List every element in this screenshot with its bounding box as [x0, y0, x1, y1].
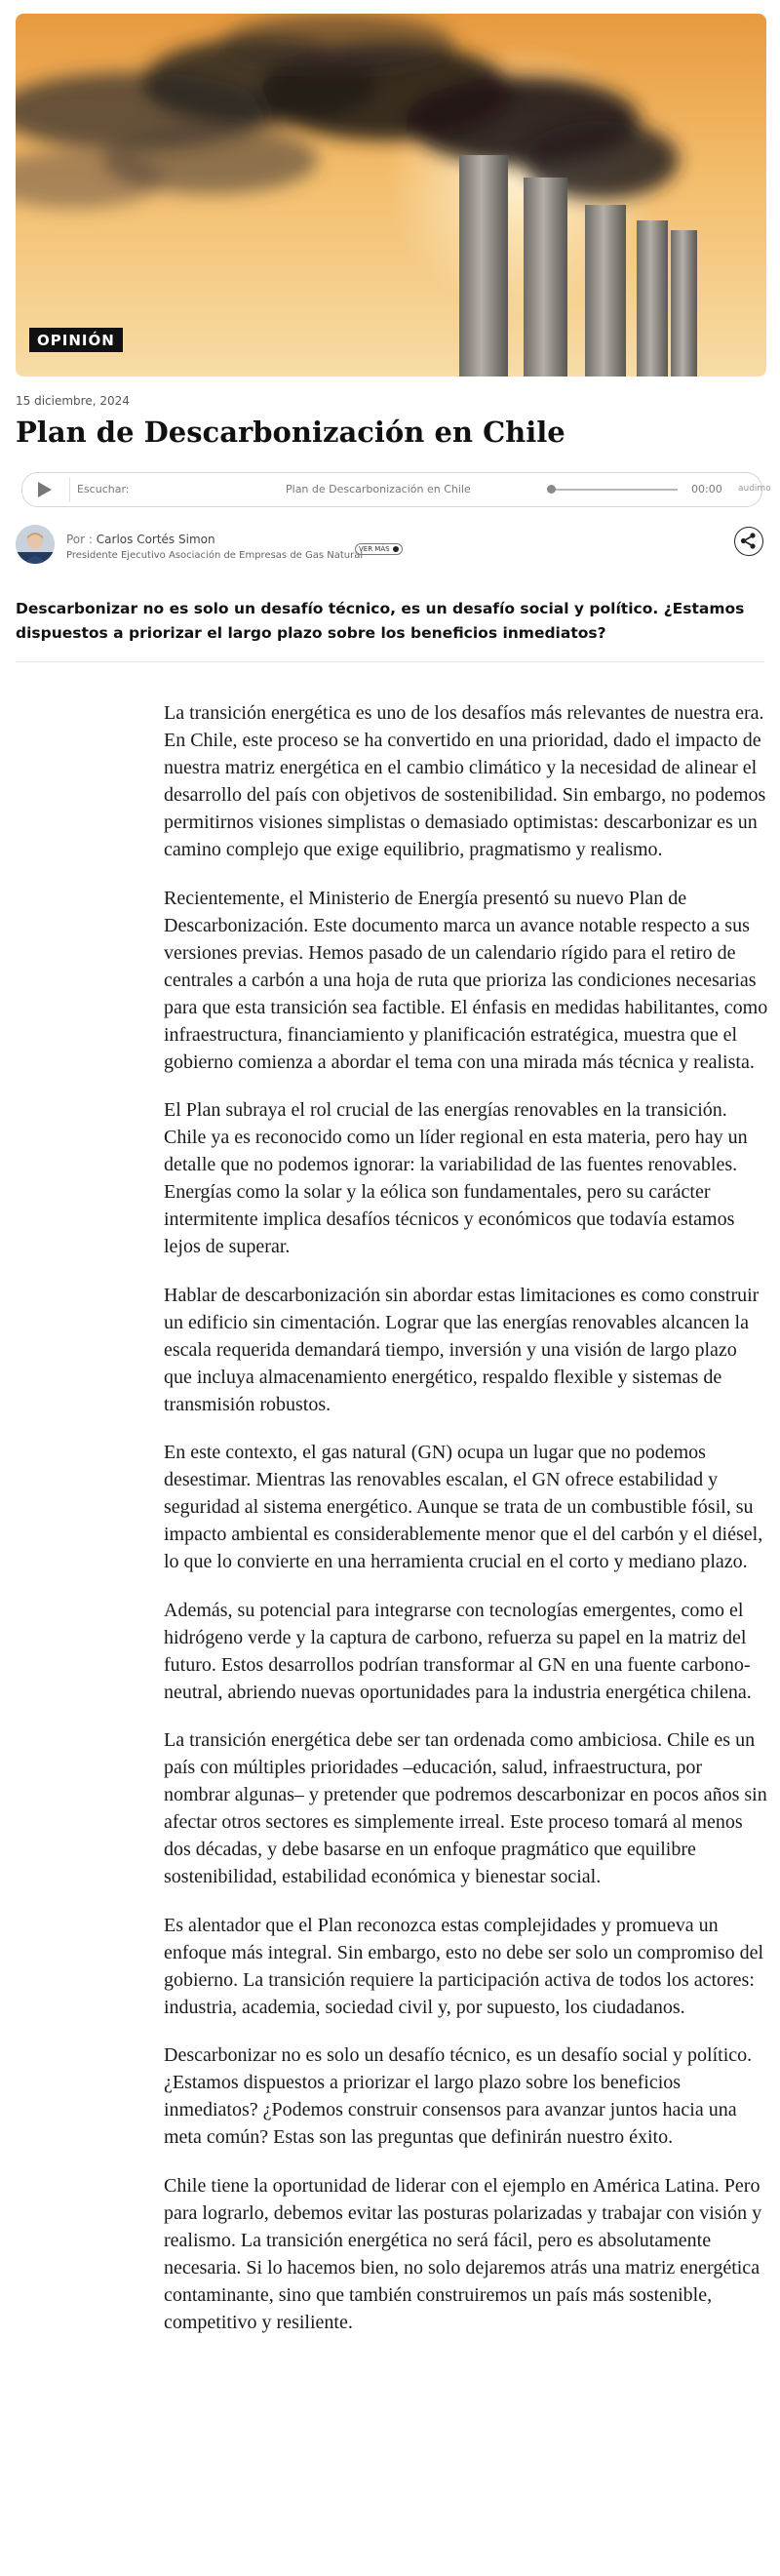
opinion-badge: OPINIÓN: [29, 328, 123, 352]
body-paragraph: El Plan subraya el rol crucial de las energías renovables en la transición. Chile ya es reconocido como un líder regional en esta materia, pero hay un detalle que no podemos ignorar: la variabilidad de las fuentes renovables. Energías como la solar y la eólica son fundamentales, pero su carácter intermitente implica desafíos técnicos y económicos que todavía estamos lejos de superar.: [164, 1099, 748, 1257]
body-paragraph: Además, su potencial para integrarse con tecnologías emergentes, como el hidrógeno verde y la captura de carbono, refuerza su papel en la matriz del futuro. Estos desarrollos podrían transformar al GN en una fuente carbono-neutral, abriendo nuevas oportunidades para la industria energética chilena.: [164, 1599, 752, 1703]
see-more-label: VER MÁS: [359, 545, 390, 553]
time-readout: 00:00: [691, 483, 722, 495]
body-paragraph: Chile tiene la oportunidad de liderar con el ejemplo en América Latina. Pero para lograrlo, debemos evitar las posturas polarizadas y trabajar con visión y realismo. La transición energética no será fácil, pero es absolutamente necesaria. Si lo hacemos bien, no solo dejaremos atrás una matriz energética contaminante, sino que también construiremos un país más sostenible, competitivo y resiliente.: [164, 2174, 762, 2333]
article-body: [164, 699, 768, 2357]
player-divider: [69, 477, 70, 502]
publish-date: 15 diciembre, 2024: [16, 394, 130, 408]
article-lead: Descarbonizar no es solo un desafío técnico, es un desafío social y político. ¿Estamos dispuestos a priorizar el largo plazo sobre los beneficios inmediatos?: [16, 600, 745, 642]
article-title: Plan de Descarbonización en Chile: [16, 416, 566, 449]
author-block: [16, 525, 766, 570]
hero-image: [16, 14, 766, 376]
share-button[interactable]: [734, 527, 763, 556]
body-paragraph: Hablar de descarbonización sin abordar estas limitaciones es como construir un edificio sin cimentación. Lograr que las energías renovables alcancen la escala requerida demandará tiempo, inversión y una visión de largo plazo que incluya almacenamiento energético, respaldo flexible y sistemas de transmisión robustos.: [164, 1284, 760, 1415]
author-name: Carlos Cortés Simon: [96, 533, 215, 546]
track-title: Plan de Descarbonización en Chile: [286, 483, 471, 495]
audio-player: [21, 472, 771, 507]
lead-divider: [16, 661, 764, 662]
body-paragraph: Recientemente, el Ministerio de Energía presentó su nuevo Plan de Descarbonización. Este documento marca un avance notable respecto a sus versiones previas. Hemos pasado de un calendario rígido para el retiro de centrales a carbón a una hoja de ruta que prioriza las condiciones necesarias para que esta transición sea factible. El énfasis en medidas habilitantes, como infraestructura, financiamiento y planificación estratégica, muestra que el gobierno comienza a abordar el tema con una mirada más técnica y realista.: [164, 887, 768, 1073]
progress-bar[interactable]: [549, 489, 678, 491]
body-paragraph: La transición energética debe ser tan ordenada como ambiciosa. Chile es un país con múltiples prioridades –educación, salud, infraestructura, por nombrar algunas– y pretender que podremos descarbonizar en pocos años sin afectar otros sectores es simplemente irreal. Este proceso tomará al menos dos décadas, y debe basarse en un enfoque pragmático que equilibre sostenibilidad, estabilidad económica y bienestar social.: [164, 1729, 767, 1887]
body-paragraph: Descarbonizar no es solo un desafío técnico, es un desafío social y político. ¿Estamos dispuestos a priorizar el largo plazo sobre los beneficios inmediatos? ¿Podemos construir consensos para avanzar juntos hacia una meta común? Estas son las preguntas que definirán nuestro éxito.: [164, 2044, 753, 2148]
arrow-right-icon: [393, 546, 399, 552]
player-brand: audimo: [738, 484, 771, 494]
see-more-button[interactable]: [355, 543, 403, 555]
share-icon: [735, 528, 761, 554]
author-role: Presidente Ejecutivo Asociación de Empresas de Gas Natural: [66, 550, 364, 561]
avatar: [16, 525, 55, 564]
author-portrait: [16, 525, 55, 564]
listen-label: Escuchar:: [77, 483, 130, 495]
smokestacks-illustration: [16, 14, 766, 376]
author-prefix: Por :: [66, 533, 93, 546]
progress-handle[interactable]: [547, 485, 556, 494]
play-icon: [38, 482, 52, 497]
body-paragraph: La transición energética es uno de los desafíos más relevantes de nuestra era. En Chile, este proceso se ha convertido en una prioridad, dado el impacto de nuestra matriz energética en el cambio climático y la necesidad de alinear el desarrollo del país con objetivos de sostenibilidad. Sin embargo, no podemos permitirnos visiones simplistas o demasiado optimistas: descarbonizar es un camino complejo que exige equilibrio, pragmatismo y realismo.: [164, 702, 766, 860]
body-paragraph: Es alentador que el Plan reconozca estas complejidades y promueva un enfoque más integral. Sin embargo, esto no debe ser solo un compromiso del gobierno. La transición requiere la participación activa de todos los actores: industria, academia, sociedad civil y, por supuesto, los ciudadanos.: [164, 1914, 764, 2018]
play-button[interactable]: [22, 473, 69, 506]
author-name-line: [66, 533, 215, 546]
body-paragraph: En este contexto, el gas natural (GN) ocupa un lugar que no podemos desestimar. Mientras las renovables escalan, el GN ofrece estabilidad y seguridad al sistema energético. Aunque se trata de un combustible fósil, su impacto ambiental es considerablemente menor que el del carbón y el diésel, lo que lo convierte en una herramienta crucial en el corto y mediano plazo.: [164, 1442, 763, 1572]
